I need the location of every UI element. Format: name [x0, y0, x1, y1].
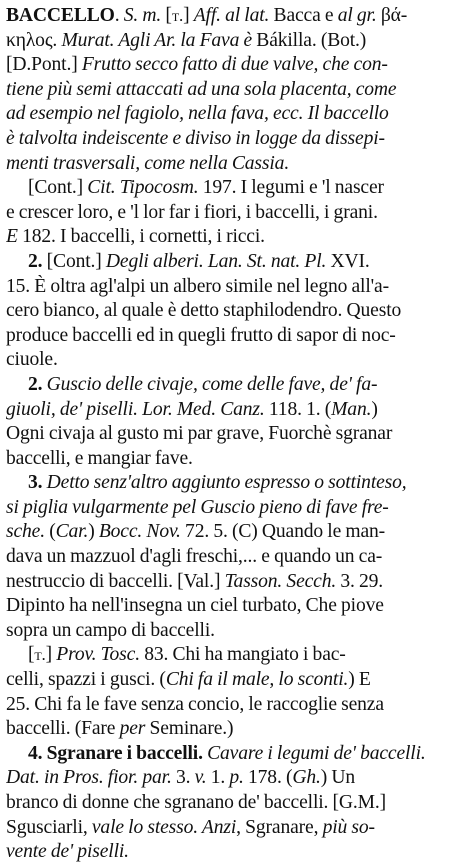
text-segment: ciuole. — [6, 349, 58, 371]
text-segment: BACCELLO — [6, 5, 115, 26]
text-segment: 3. — [28, 472, 43, 494]
text-line — [6, 4, 467, 29]
text-line — [6, 693, 467, 718]
text-segment: tiene più semi attaccati ad una sola placenta, come — [6, 78, 397, 100]
text-line — [6, 78, 467, 103]
text-segment: Aff. al lat. — [193, 5, 270, 26]
text-segment: Frutto secco fatto di due valve, che con- — [81, 54, 388, 76]
text-segment: al gr. — [337, 5, 377, 26]
text-segment: Ogni civaja al gusto mi par grave, Fuorchè sgranar — [6, 423, 393, 445]
text-segment: Bacca e — [269, 5, 338, 26]
text-segment: Guscio delle civaje, come delle fave, de' fa- — [46, 373, 378, 395]
text-line — [6, 742, 467, 767]
text-segment: 4. Sgranare i baccelli. — [28, 742, 203, 764]
text-line — [6, 29, 467, 54]
text-line — [6, 102, 467, 127]
text-segment: p. — [229, 767, 244, 789]
text-segment: Cit. Tipocosm. — [87, 177, 199, 199]
text-segment: 2. — [28, 250, 43, 272]
text-segment: Bákilla. (Bot.) — [252, 29, 367, 51]
text-segment: 197. I legumi e 'l nascer — [198, 177, 384, 199]
text-segment: Bocc. Nov. — [98, 521, 181, 543]
text-line — [6, 668, 467, 693]
text-line — [6, 643, 467, 668]
text-line — [6, 447, 467, 472]
text-segment: ) — [88, 521, 99, 543]
text-line — [6, 152, 467, 177]
text-line — [6, 348, 467, 373]
text-segment: Seminare.) — [145, 718, 234, 740]
text-segment: E — [6, 226, 18, 248]
text-segment: 3. 29. — [336, 570, 384, 592]
text-segment: baccelli. (Fare — [6, 718, 120, 740]
text-segment: 1. — [206, 767, 230, 789]
text-line — [6, 176, 467, 201]
text-segment: , Sgranare, — [236, 816, 323, 838]
text-line — [6, 717, 467, 742]
text-line — [6, 324, 467, 349]
text-segment: ad esempio nel fagiolo, nella fava, ecc. Il baccello — [6, 103, 389, 125]
text-line — [6, 53, 467, 78]
text-segment: Tasson. Secch. — [224, 570, 337, 592]
text-segment: e crescer loro, e 'l lor far i fiori, i baccelli, i grani. — [6, 201, 378, 223]
text-segment: ) E — [348, 669, 371, 691]
text-line — [6, 127, 467, 152]
text-segment: 25. Chi fa le fave senza concio, le raccoglie senza — [6, 693, 384, 715]
text-segment: t. — [171, 6, 184, 25]
text-segment: [ — [28, 644, 35, 666]
text-segment: ] — [183, 5, 194, 26]
text-segment: v. — [194, 767, 207, 789]
text-line — [6, 520, 467, 545]
text-segment: t. — [34, 645, 46, 665]
text-segment: Cavare i legumi de' baccelli. — [207, 742, 426, 764]
text-line — [6, 594, 467, 619]
text-segment: ) Un — [320, 767, 356, 789]
text-line — [6, 422, 467, 447]
text-segment: XVI. — [326, 250, 370, 272]
text-segment: sopra un campo di baccelli. — [6, 619, 215, 641]
text-line — [6, 791, 467, 816]
text-segment: cero bianco, al quale è detto staphilodendro. Questo — [6, 300, 402, 322]
text-segment: è talvolta indeiscente e diviso in logge da dissepi- — [6, 127, 385, 149]
text-segment: Dipinto ha nell'insegna un ciel turbato, Che piove — [6, 595, 384, 617]
text-segment: sche. — [6, 521, 45, 543]
text-segment: più so- — [322, 816, 375, 838]
text-segment: Chi fa il male, lo sconti. — [165, 669, 349, 691]
dictionary-entry-baccello — [6, 4, 467, 865]
text-segment: βά- — [376, 5, 408, 26]
text-segment: Prov. Tosc. — [56, 644, 140, 666]
text-segment: nestruccio di baccelli. [Val.] — [6, 570, 225, 592]
text-line — [6, 275, 467, 300]
text-segment: baccelli, e mangiar fave. — [6, 447, 193, 469]
text-line — [6, 398, 467, 423]
text-segment: vente de' piselli. — [6, 841, 129, 863]
text-segment: 118. 1. ( — [264, 398, 332, 420]
text-segment: 3. — [171, 767, 195, 789]
text-line — [6, 619, 467, 644]
text-segment: si piglia vulgarmente pel Guscio pieno di fave fre- — [6, 496, 389, 518]
text-segment: . — [114, 5, 124, 26]
text-segment: [Cont.] — [42, 250, 106, 272]
text-line — [6, 570, 467, 595]
text-segment: menti trasversali, come nella Cassia. — [6, 152, 290, 174]
text-segment: [ — [161, 5, 172, 26]
text-segment: ( — [44, 521, 56, 543]
text-segment: 178. ( — [243, 767, 293, 789]
text-segment: Sgusciarli, — [6, 816, 92, 838]
text-segment: celli, spazzi i gusci. ( — [6, 669, 166, 691]
text-line — [6, 225, 467, 250]
text-segment: [Cont.] — [28, 177, 88, 199]
text-segment: per — [119, 718, 146, 740]
text-line — [6, 201, 467, 226]
text-segment: [D.Pont.] — [6, 54, 82, 76]
text-segment: 2. — [28, 373, 43, 395]
text-line — [6, 471, 467, 496]
text-segment: vale lo stesso. Anzi — [91, 816, 237, 838]
text-segment: κηλος. — [6, 29, 62, 51]
text-line — [6, 766, 467, 791]
text-segment: Gh. — [292, 767, 321, 789]
text-segment: Man. — [331, 398, 372, 420]
text-segment: Degli alberi. Lan. St. nat. Pl. — [105, 250, 327, 272]
text-segment: dava un mazzuol d'agli freschi,... e quando un ca- — [6, 546, 383, 568]
text-segment: 83. Chi ha mangiato i bac- — [139, 644, 346, 666]
text-segment: Murat. Agli Ar. la Fava è — [61, 29, 253, 51]
text-line — [6, 250, 467, 275]
text-line — [6, 840, 467, 865]
text-line — [6, 545, 467, 570]
text-segment: branco di donne che sgranano de' baccelli. [G.M.] — [6, 792, 387, 813]
text-segment: 72. 5. (C) Quando le man- — [180, 521, 386, 543]
text-segment: 15. È oltra agl'alpi un albero simile nel legno all'a- — [6, 275, 389, 297]
text-segment: Detto senz'altro aggiunto espresso o sottinteso, — [46, 472, 407, 494]
text-segment: S. m. — [123, 5, 162, 26]
text-segment: Dat. in Pros. fior. par. — [6, 767, 172, 789]
text-segment: ] — [45, 644, 57, 666]
text-segment: produce baccelli ed in quegli frutto di sapor di noc- — [6, 324, 396, 346]
text-segment: giuoli, de' piselli. Lor. Med. Canz. — [6, 398, 265, 420]
text-line — [6, 816, 467, 841]
text-segment: Car. — [55, 521, 89, 543]
text-segment: ) — [371, 398, 378, 420]
text-line — [6, 373, 467, 398]
text-line — [6, 496, 467, 521]
text-segment: 182. I baccelli, i cornetti, i ricci. — [17, 226, 265, 248]
text-line — [6, 299, 467, 324]
